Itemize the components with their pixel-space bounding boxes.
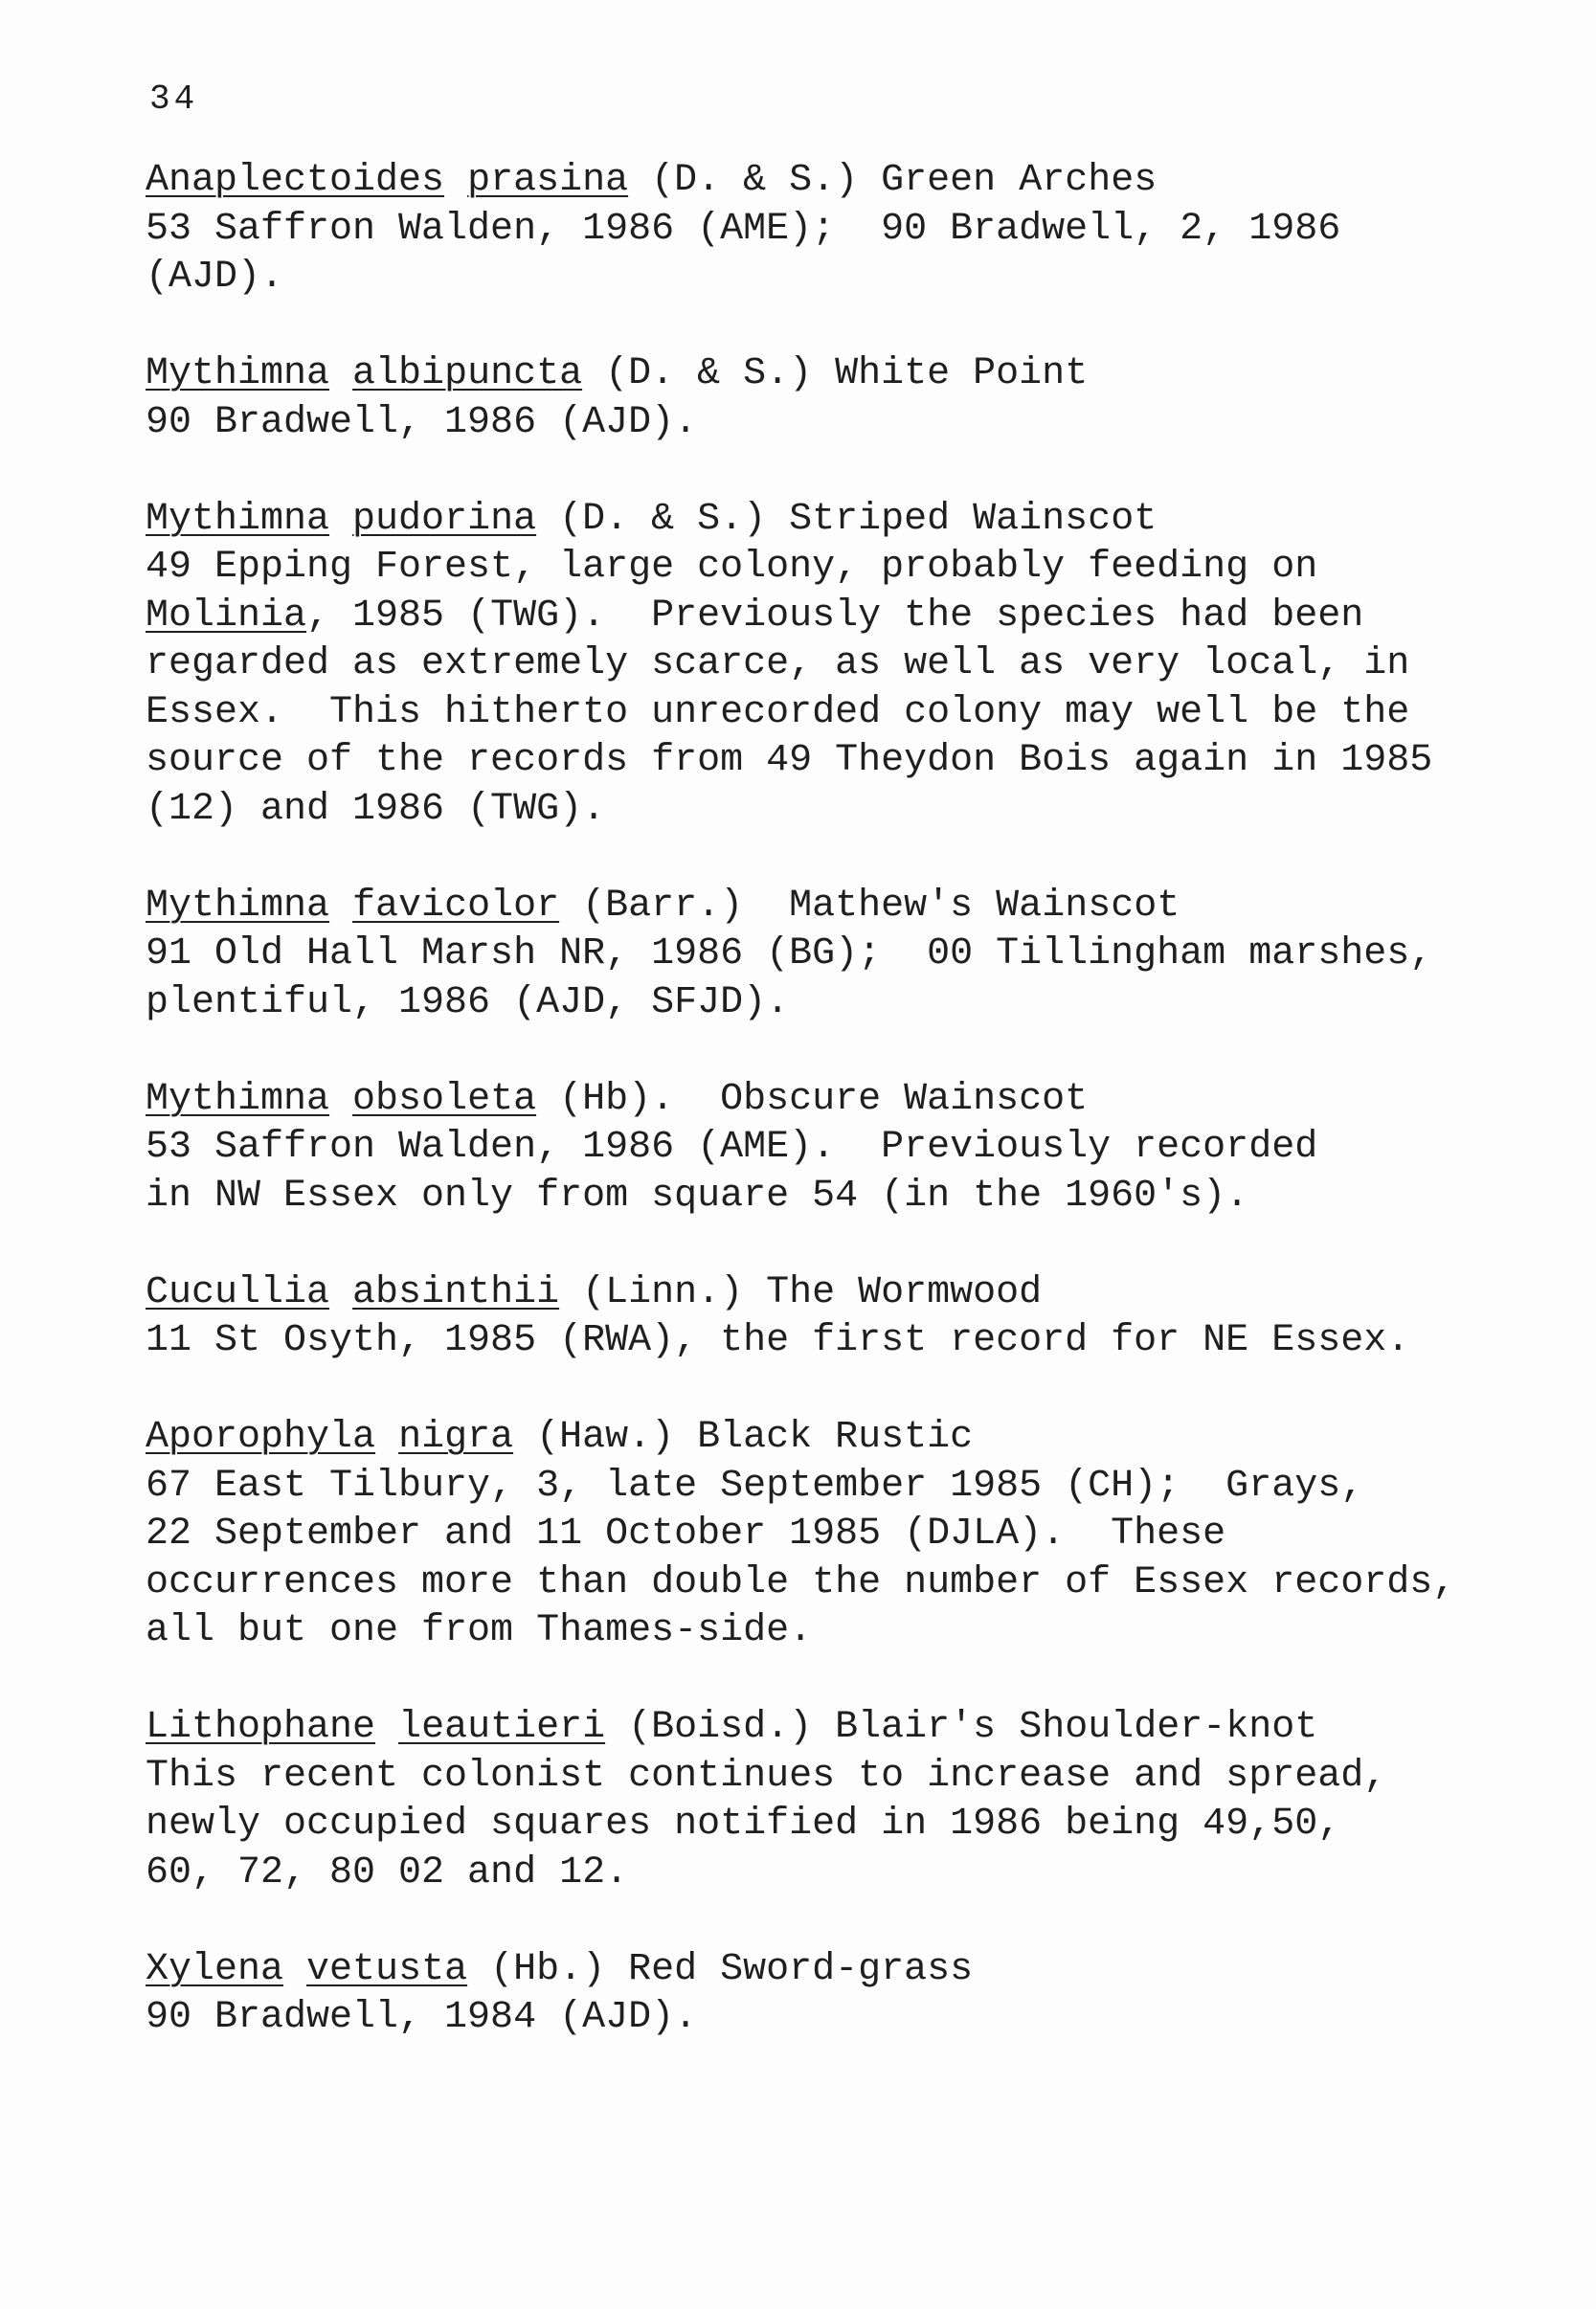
entry-spacer <box>146 834 1582 883</box>
author-common-name: (D. & S.) Striped Wainscot <box>559 497 1158 541</box>
species-entry <box>146 1946 1582 2043</box>
species-entry <box>146 157 1582 303</box>
species-entry <box>146 883 1582 1028</box>
species-entries <box>146 157 1582 2043</box>
entry-spacer <box>146 1897 1582 1946</box>
genus-name: Mythimna <box>146 497 330 541</box>
entry-text-line: in NW Essex only from square 54 (in the 1960's). <box>146 1174 1249 1218</box>
species-name: pudorina <box>352 497 537 541</box>
species-entry <box>146 1269 1582 1366</box>
genus-name: Aporophyla <box>146 1416 376 1459</box>
species-entry <box>146 350 1582 447</box>
entry-spacer <box>146 447 1582 496</box>
author-common-name: (Hb). Obscure Wainscot <box>559 1077 1089 1121</box>
entry-text-line: This recent colonist continues to increase and spread, <box>146 1754 1387 1798</box>
species-name: albipuncta <box>352 352 583 395</box>
entry-text-line: 90 Bradwell, 1984 (AJD). <box>146 1996 698 2039</box>
genus-name: Mythimna <box>146 1077 330 1121</box>
entry-text-line: 90 Bradwell, 1986 (AJD). <box>146 400 698 444</box>
author-common-name: (D. & S.) Green Arches <box>651 159 1158 202</box>
entry-heading <box>146 883 1582 931</box>
entry-text-line: plentiful, 1986 (AJD, SFJD). <box>146 980 790 1024</box>
genus-name: Lithophane <box>146 1706 376 1749</box>
species-entry <box>146 1076 1582 1222</box>
entry-text-line: 53 Saffron Walden, 1986 (AME). Previously recorded <box>146 1126 1318 1169</box>
entry-text-line: regarded as extremely scarce, as well as very local, in <box>146 642 1410 685</box>
author-common-name: (Linn.) The Wormwood <box>582 1270 1043 1314</box>
entry-text-line: source of the records from 49 Theydon Bois again in 1985 <box>146 739 1433 782</box>
entry-heading <box>146 350 1582 399</box>
entry-text-line: 49 Epping Forest, large colony, probably feeding on <box>146 546 1318 589</box>
foodplant-rest: , 1985 (TWG). <box>306 594 652 638</box>
entry-text-line <box>146 593 1582 641</box>
species-name: prasina <box>467 159 629 202</box>
genus-name: Anaplectoides <box>146 159 445 202</box>
species-name: leautieri <box>398 1706 606 1749</box>
entry-text-line: 53 Saffron Walden, 1986 (AME); 90 Bradwell, 2, 1986 <box>146 207 1341 251</box>
entry-text-line: 22 September and 11 October 1985 (DJLA). These <box>146 1513 1226 1556</box>
entry-spacer <box>146 1656 1582 1705</box>
entry-text-line: 67 East Tilbury, 3, late September 1985 (CH); Grays, <box>146 1464 1364 1508</box>
author-common-name: (Haw.) Black Rustic <box>536 1416 974 1459</box>
genus-name: Mythimna <box>146 352 330 395</box>
author-common-name: (Boisd.) Blair's Shoulder-knot <box>628 1706 1318 1749</box>
entry-heading <box>146 1946 1582 1995</box>
foodplant-name: Molinia <box>146 594 307 638</box>
entry-heading <box>146 1076 1582 1125</box>
entry-text-line: (AJD). <box>146 256 284 299</box>
entry-text-line: all but one from Thames-side. <box>146 1609 813 1652</box>
author-common-name: (D. & S.) White Point <box>605 352 1089 395</box>
entry-spacer <box>146 1027 1582 1076</box>
entry-spacer <box>146 1366 1582 1415</box>
species-name: nigra <box>398 1416 514 1459</box>
entry-heading <box>146 1269 1582 1318</box>
species-name: vetusta <box>306 1947 468 1991</box>
entry-text-line: (12) and 1986 (TWG). <box>146 787 606 831</box>
entry-heading <box>146 496 1582 545</box>
entry-text-line: 60, 72, 80 02 and 12. <box>146 1850 629 1894</box>
author-common-name: (Hb.) Red Sword-grass <box>490 1947 974 1991</box>
entry-text-fragment: Previously the species had been <box>651 594 1364 638</box>
entry-text-line: 91 Old Hall Marsh NR, 1986 (BG); 00 Tillingham marshes, <box>146 932 1433 975</box>
entry-spacer <box>146 1221 1582 1269</box>
species-name: absinthii <box>352 1270 560 1314</box>
species-entry <box>146 1704 1582 1897</box>
entry-text-line: newly occupied squares notified in 1986 being 49,50, <box>146 1803 1341 1846</box>
entry-text-line: occurrences more than double the number of Essex records, <box>146 1560 1456 1604</box>
entry-heading <box>146 157 1582 206</box>
species-entry <box>146 1414 1582 1656</box>
entry-text-line: Essex. This hitherto unrecorded colony may well be the <box>146 690 1410 734</box>
entry-spacer <box>146 303 1582 351</box>
genus-name: Mythimna <box>146 884 330 928</box>
entry-heading <box>146 1704 1582 1753</box>
author-common-name: (Barr.) Mathew's Wainscot <box>582 884 1180 928</box>
page-number: 34 <box>149 79 199 119</box>
species-name: favicolor <box>352 884 560 928</box>
genus-name: Xylena <box>146 1947 284 1991</box>
genus-name: Cucullia <box>146 1270 330 1314</box>
species-entry <box>146 496 1582 835</box>
species-name: obsoleta <box>352 1077 537 1121</box>
entry-heading <box>146 1414 1582 1463</box>
entry-text-line: 11 St Osyth, 1985 (RWA), the first record for NE Essex. <box>146 1319 1410 1362</box>
